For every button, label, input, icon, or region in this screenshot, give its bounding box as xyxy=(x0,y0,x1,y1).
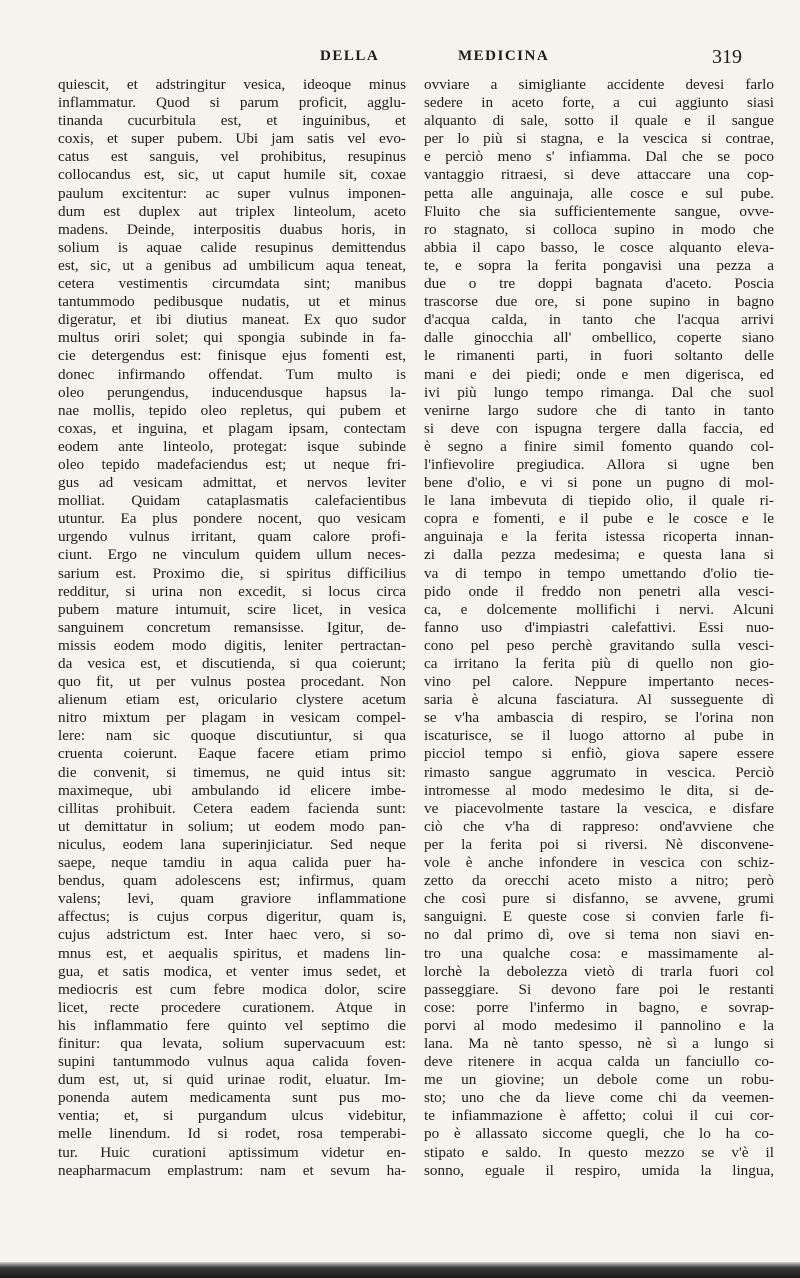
text-line: l'infievolire pregiudica. Allora si ugne ben xyxy=(424,455,774,473)
text-line: lere: nam sic quoque discutiuntur, si qua xyxy=(58,727,406,745)
text-line: tinanda cucurbitula est, et inguinibus, et xyxy=(58,112,406,130)
text-line: ciunt. Ergo ne vinculum quidem ullum neces- xyxy=(58,546,406,564)
text-line: die convenit, si timemus, ne quid intus sit: xyxy=(58,763,406,781)
text-line: zi dalla pezza medesima; e questa lana si xyxy=(424,546,774,564)
running-header xyxy=(58,46,760,76)
text-line: mediocris est cum febre modica dolor, scire xyxy=(58,980,406,998)
text-line: petta alle anguinaja, alle cosce e sul pube. xyxy=(424,184,774,202)
text-line: valens; levi, quam graviore inflammatione xyxy=(58,890,406,908)
text-line: sonno, eguale il respiro, umida la lingua, xyxy=(424,1161,774,1179)
text-line: sedere in aceto forte, a cui aggiunto siasi xyxy=(424,94,774,112)
text-line: saria è alcuna fasciatura. Al susseguente dì xyxy=(424,691,774,709)
text-line: nitro mixtum per plagam in vesicam compel- xyxy=(58,709,406,727)
text-line: molliat. Quidam cataplasmatis calefacientibus xyxy=(58,492,406,510)
text-line: po è allassato siccome quegli, che lo ha co- xyxy=(424,1125,774,1143)
text-line: fanno uso d'impiastri calefattivi. Essi nuo- xyxy=(424,618,774,636)
text-line: sanguigni. E queste cose si convien farle fi- xyxy=(424,908,774,926)
text-line: his inflammatio fere quinto vel septimo die xyxy=(58,1016,406,1034)
text-line: tur. Huic curationi aptissimum videtur en- xyxy=(58,1143,406,1161)
text-line: vole è anche infondere in vescica con schiz- xyxy=(424,854,774,872)
text-line: ponenda autem medicamenta sunt pus mo- xyxy=(58,1089,406,1107)
text-line: ciò che v'ha di rappreso: ond'avviene che xyxy=(424,817,774,835)
text-line: est, sic, ut a genibus ad umbilicum aqua teneat, xyxy=(58,256,406,274)
text-line: madens. Deinde, interpositis duabus horis, in xyxy=(58,220,406,238)
text-line: catus est sanguis, vel prohibitus, resupinus xyxy=(58,148,406,166)
header-left-word: DELLA xyxy=(320,48,380,64)
text-line: è segno a finire simil fomento quando col- xyxy=(424,437,774,455)
text-line: tro una qualche cosa: e massimamente al- xyxy=(424,944,774,962)
text-line: vino pel calore. Neppure impertanto neces- xyxy=(424,673,774,691)
text-line: ventia; et, si purgandum ulcus videbitur, xyxy=(58,1107,406,1125)
text-line: neapharmacum emplastrum: nam et sevum ha- xyxy=(58,1161,406,1179)
text-line: finitur: qua levata, solium supervacuum est: xyxy=(58,1034,406,1052)
text-line: sanguinem concretum remansisse. Igitur, de- xyxy=(58,618,406,636)
text-line: ve piacevolmente tastare la vescica, e disfare xyxy=(424,799,774,817)
text-line: se v'ha ambascia di respiro, se l'orina non xyxy=(424,709,774,727)
text-line: tantummodo pedibusque nudatis, ut et minus xyxy=(58,293,406,311)
text-line: mani e dei piedi; onde e men digerisca, ed xyxy=(424,365,774,383)
text-line: dalle ginocchia all' ombellico, coperte siano xyxy=(424,329,774,347)
text-line: che così pure si disfanno, se avvene, grumi xyxy=(424,890,774,908)
text-line: iscaturisce, se il luogo attorno al pube in xyxy=(424,727,774,745)
text-line: cillitas prohibuit. Cetera eadem facienda sunt: xyxy=(58,799,406,817)
text-line: ca, e dolcemente mollifichi i nervi. Alcuni xyxy=(424,600,774,618)
text-line: cono pel peso perchè gravitando sulla vesci- xyxy=(424,636,774,654)
text-line: ivi più lungo tempo rimanga. Dal che suol xyxy=(424,383,774,401)
text-line: cetera vestimentis circumdata sint; manibus xyxy=(58,275,406,293)
text-line: deve ritenere in acqua calda un fanciullo co- xyxy=(424,1053,774,1071)
text-line: zetto da orecchi aceto misto a nitro; però xyxy=(424,872,774,890)
text-line: niculus, eodem lana superinjiciatur. Sed neque xyxy=(58,835,406,853)
text-line: cruenta coierunt. Eaque facere etiam primo xyxy=(58,745,406,763)
text-line: gus ad vesicam admittat, et nervos leviter xyxy=(58,474,406,492)
text-line: gua, et satis modica, et venter imus sedet, et xyxy=(58,962,406,980)
text-line: redditur, si urina non excedit, si locus circa xyxy=(58,582,406,600)
text-line: abbia il capo basso, le cosce alquanto eleva- xyxy=(424,238,774,256)
text-line: pubem mature intumuit, scire licet, in vesica xyxy=(58,600,406,618)
text-line: ro stagnato, si colloca supino in modo che xyxy=(424,220,774,238)
text-line: d'acqua calda, in tanto che l'acqua arrivi xyxy=(424,311,774,329)
text-line: venirne largo sudore che di tanto in tanto xyxy=(424,401,774,419)
text-line: lana. Ma nè tanto spesso, nè sì a lungo si xyxy=(424,1034,774,1052)
text-line: mnus est, et aequalis spiritus, et madens lin- xyxy=(58,944,406,962)
text-line: supini tantummodo vulnus aqua calida foven- xyxy=(58,1053,406,1071)
text-line: quo fit, ut per vulnus postea procedant. Non xyxy=(58,673,406,691)
text-line: intromesse al modo medesimo le dita, si de- xyxy=(424,781,774,799)
scan-bottom-edge xyxy=(0,1262,800,1278)
text-line: cie detergendus est: finisque ejus fomenti est, xyxy=(58,347,406,365)
text-line: oleo perungendus, inducendusque hapsus la- xyxy=(58,383,406,401)
text-line: urgendo vulnus irritant, quam calore profi- xyxy=(58,528,406,546)
text-line: le rimanenti parti, in fuori soltanto delle xyxy=(424,347,774,365)
text-line: per la ferita poi si riversi. Nè disconvene- xyxy=(424,835,774,853)
text-line: si deve con ispugna tergere dalla faccia, ed xyxy=(424,419,774,437)
text-line: nae mollis, tepido oleo repletus, qui pubem et xyxy=(58,401,406,419)
text-line: te infiammazione è affetto; colui il cui cor- xyxy=(424,1107,774,1125)
text-line: trascorse due ore, si pone supino in bagno xyxy=(424,293,774,311)
text-line: coxis, et super pubem. Ubi jam satis vel evo- xyxy=(58,130,406,148)
text-line: cujus adstrictum est. Inter haec vero, si so- xyxy=(58,926,406,944)
text-line: quiescit, et adstringitur vesica, ideoque minus xyxy=(58,76,406,93)
text-line: copra e fomenti, e il pube e le cosce e le xyxy=(424,510,774,528)
text-line: me un giovine; un debole come un robu- xyxy=(424,1071,774,1089)
text-line: le lana imbevuta di tiepido olio, il quale ri- xyxy=(424,492,774,510)
text-line: utuntur. Ea plus pondere nocent, quo vesicam xyxy=(58,510,406,528)
text-line: picciol tempo si enfiò, giova sapere essere xyxy=(424,745,774,763)
text-line: pido onde il freddo non penetri alla vesci- xyxy=(424,582,774,600)
text-line: licet, recte procedere curationem. Atque in xyxy=(58,998,406,1016)
page-number: 319 xyxy=(712,46,742,68)
text-line: sarium est. Proximo die, si spiritus difficilius xyxy=(58,564,406,582)
text-line: paulum excitentur: ac super vulnus imponen- xyxy=(58,184,406,202)
text-line: coxas, et inguina, et plagam ipsam, contectam xyxy=(58,419,406,437)
text-line: lorchè la debolezza vietò di trarla fuori col xyxy=(424,962,774,980)
text-line: alienum etiam est, oriculario clystere acetum xyxy=(58,691,406,709)
text-line: due o tre doppi bagnata d'aceto. Poscia xyxy=(424,275,774,293)
text-line: dum est duplex aut triplex linteolum, aceto xyxy=(58,202,406,220)
text-line: melle linendum. Id si rodet, rosa temperabi- xyxy=(58,1125,406,1143)
text-line: alquanto di sale, sotto il quale e il sangue xyxy=(424,112,774,130)
text-line: va di tempo in tempo umettando d'olio tie- xyxy=(424,564,774,582)
text-line: te, e sopra la ferita pongavisi una pezza a xyxy=(424,256,774,274)
text-line: dum est, ut, si quid urinae rodit, eluatur. Im- xyxy=(58,1071,406,1089)
text-line: anguinaja e la ferita istessa ricoperta innan- xyxy=(424,528,774,546)
text-line: no dal primo dì, ove si tema non siavi en- xyxy=(424,926,774,944)
text-line: stipato e saldo. In questo mezzo se v'è il xyxy=(424,1143,774,1161)
text-line: per lo più si stagna, e la vescica si contrae, xyxy=(424,130,774,148)
text-line: da vesica est, et discutienda, si qua coierunt; xyxy=(58,655,406,672)
text-line: vantaggio ritraesi, si deve attaccare una cop- xyxy=(424,166,774,184)
text-line: ovviare a simigliante accidente devesi farlo xyxy=(424,76,774,93)
latin-text-column xyxy=(58,76,406,1180)
text-line: rimasto sangue aggrumato in vescica. Perciò xyxy=(424,763,774,781)
text-line: multus oriri solet; qui spongia subinde in fa- xyxy=(58,329,406,347)
text-line: missis eodem modo digitis, leniter pertractan- xyxy=(58,636,406,654)
text-line: passeggiare. Si devono fare poi le restanti xyxy=(424,980,774,998)
text-line: sto; uno che da lieve come chi da veemen- xyxy=(424,1089,774,1107)
text-line: maximeque, ubi ambulando id elicere imbe- xyxy=(58,781,406,799)
text-line: ut demittatur in solium; ut eodem modo pan- xyxy=(58,817,406,835)
text-line: oleo tepido madefaciendus est; ut neque fri- xyxy=(58,455,406,473)
text-line: affectus; is cujus corpus digeritur, quam is, xyxy=(58,908,406,926)
text-line: solium is aquae calide resupinus demittendus xyxy=(58,238,406,256)
text-line: ca irritano la ferita più di quello non gio- xyxy=(424,655,774,672)
text-line: donec infirmando offendat. Tum multo is xyxy=(58,365,406,383)
italian-translation-column xyxy=(424,76,774,1180)
text-line: inflammatur. Quod si parum proficit, agglu- xyxy=(58,94,406,112)
text-line: porvi al modo medesimo il pannolino e la xyxy=(424,1016,774,1034)
header-right-word: MEDICINA xyxy=(458,48,550,64)
text-line: bendus, quam adolescens est; infirmus, quam xyxy=(58,872,406,890)
text-line: digeratur, et ibi diutius maneat. Ex quo sudor xyxy=(58,311,406,329)
text-line: e perciò meno s' infiamma. Dal che se poco xyxy=(424,148,774,166)
text-line: saepe, neque tamdiu in aqua calida puer ha- xyxy=(58,854,406,872)
text-line: bene d'olio, e vi si pone un pugno di mol- xyxy=(424,474,774,492)
text-line: eodem ante linteolo, protegat: isque subinde xyxy=(58,437,406,455)
text-line: cose: porre l'infermo in bagno, e sovrap- xyxy=(424,998,774,1016)
text-line: Fluito che sia sufficientemente sangue, ovve- xyxy=(424,202,774,220)
text-line: collocandus est, sic, ut caput humile sit, coxae xyxy=(58,166,406,184)
